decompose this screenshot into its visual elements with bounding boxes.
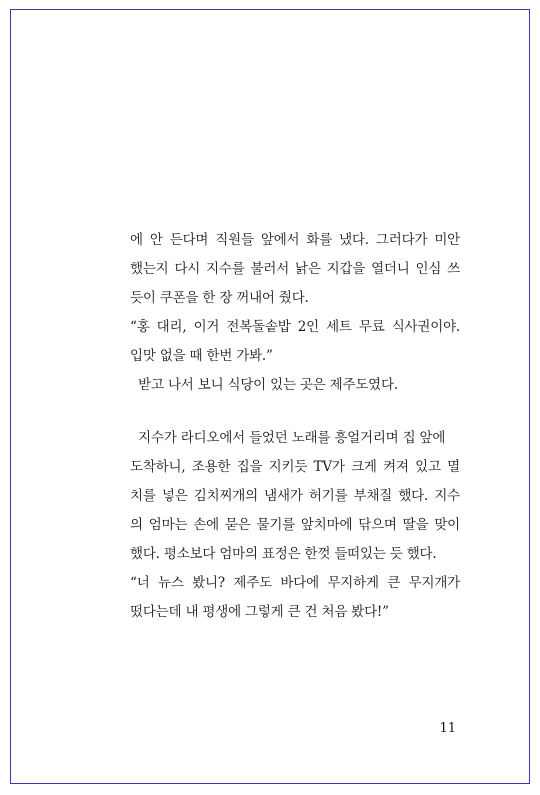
paragraph-line: “홍 대리, 이거 전복돌솥밥 2인 세트 무료 식사권이야. <box>130 319 460 335</box>
paragraph-line: 했는지 다시 지수를 불러서 낡은 지갑을 열더니 인심 쓰 <box>130 261 460 277</box>
paragraph-line: 입맛 없을 때 한번 가봐.” <box>130 348 273 364</box>
paragraph-line: 떴다는데 내 평생에 그렇게 큰 건 처음 봤다!” <box>130 604 389 620</box>
page-number: 11 <box>439 721 456 736</box>
paragraph-line: 지수가 라디오에서 들었던 노래를 흥얼거리며 집 앞에 <box>130 430 446 446</box>
paragraph-line: 에 안 든다며 직원들 앞에서 화를 냈다. 그러다가 미안 <box>130 232 460 248</box>
paragraph-line: “너 뉴스 봤니? 제주도 바다에 무지하게 큰 무지개가 <box>130 575 460 591</box>
paragraph-line: 도착하니, 조용한 집을 지키듯 TV가 크게 켜져 있고 멸 <box>130 459 460 475</box>
paragraph-line: 의 엄마는 손에 묻은 물기를 앞치마에 닦으며 딸을 맞이 <box>130 517 460 533</box>
paragraph-line: 듯이 쿠폰을 한 장 꺼내어 줬다. <box>130 290 309 306</box>
paragraph-line: 치를 넣은 김치찌개의 냄새가 허기를 부채질 했다. 지수 <box>130 488 460 504</box>
paragraph-line: 받고 나서 보니 식당이 있는 곳은 제주도였다. <box>130 377 398 393</box>
paragraph-1 <box>130 226 460 400</box>
paragraph-2 <box>130 424 460 627</box>
paragraph-line: 했다. 평소보다 엄마의 표정은 한껏 들떠있는 듯 했다. <box>130 546 437 562</box>
